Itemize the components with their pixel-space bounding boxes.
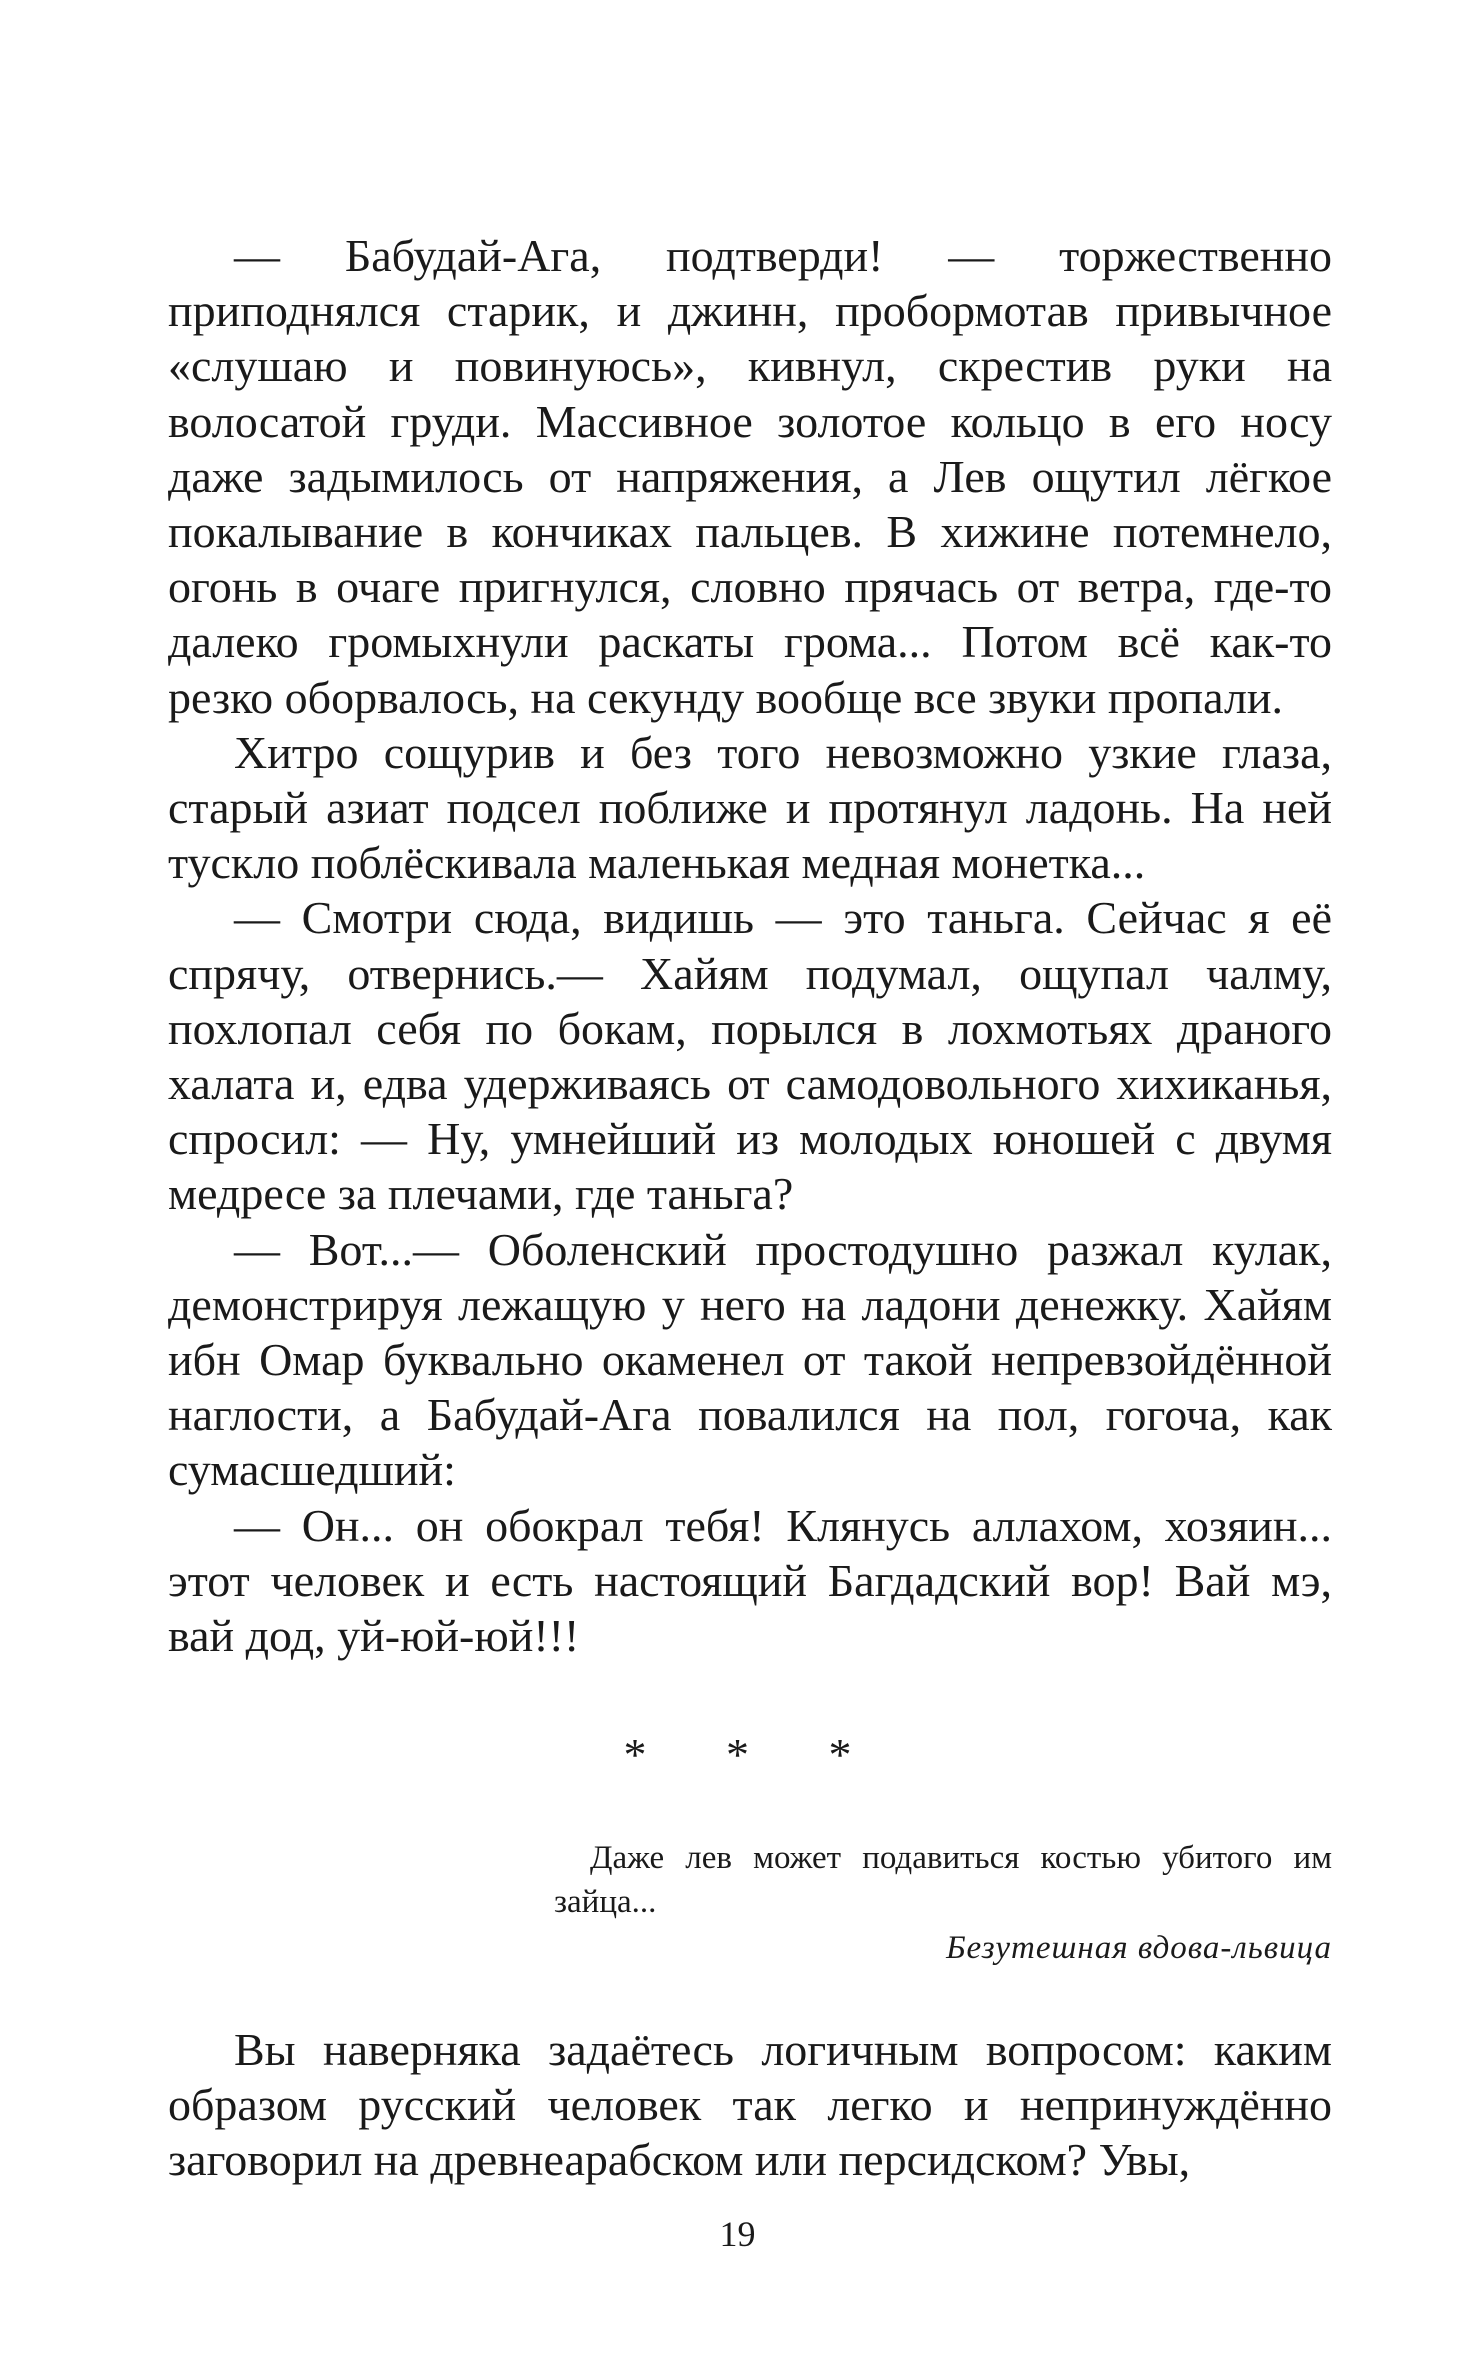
epigraph-quote: Даже лев может подавиться костью убитого им зайца...: [554, 1840, 1332, 1920]
epigraph-author: Безутешная вдова-львица: [946, 1930, 1332, 1966]
page-number: 19: [719, 2214, 756, 2254]
paragraph: — Он... он обокрал тебя! Клянусь аллахом, хозяин... этот человек и есть настоящий Багдадский вор! Вай мэ, вай дод, уй-юй-юй!!!: [168, 1499, 1332, 1662]
paragraph: — Вот...— Оболенский простодушно разжал кулак, демонстрируя лежащую у него на ладони денежку. Хайям ибн Омар буквально окаменел от такой непревзойдённой наглости, а Бабудай-Ага повалился на пол, гогоча, как сумасшедший:: [168, 1223, 1332, 1496]
section-separator: * * *: [623, 1729, 886, 1780]
paragraph: — Смотри сюда, видишь — это таньга. Сейчас я её спрячу, отвернись.— Хайям подумал, ощупал чалму, похлопал себя по бокам, порылся в лохмотьях драного халата и, едва удерживаясь от самодовольного хихиканья, спросил: — Ну, умнейший из молодых юношей с двумя медресе за плечами, где таньга?: [168, 892, 1332, 1220]
closing-text: [168, 2022, 1332, 2188]
main-text: [168, 228, 1332, 1663]
paragraph: Вы наверняка задаётесь логичным вопросом: каким образом русский человек так легко и непринуждённо заговорил на древнеарабском или персидском? Увы,: [168, 2024, 1332, 2186]
paragraph: Хитро сощурив и без того невозможно узкие глаза, старый азиат подсел поближе и протянул ладонь. На ней тускло поблёскивала маленькая медная монетка...: [168, 726, 1332, 889]
paragraph: — Бабудай-Ага, подтверди! — торжественно приподнялся старик, и джинн, пробормотав привычное «слушаю и повинуюсь», кивнул, скрестив руки на волосатой груди. Массивное золотое кольцо в его носу даже задымилось от напряжения, а Лев ощутил лёгкое покалывание в кончиках пальцев. В хижине потемнело, огонь в очаге пригнулся, словно прячась от ветра, где-то далеко громыхнули раскаты грома... Потом всё как-то резко оборвалось, на секунду вообще все звуки пропали.: [168, 230, 1332, 723]
epigraph: [554, 1836, 1332, 1970]
